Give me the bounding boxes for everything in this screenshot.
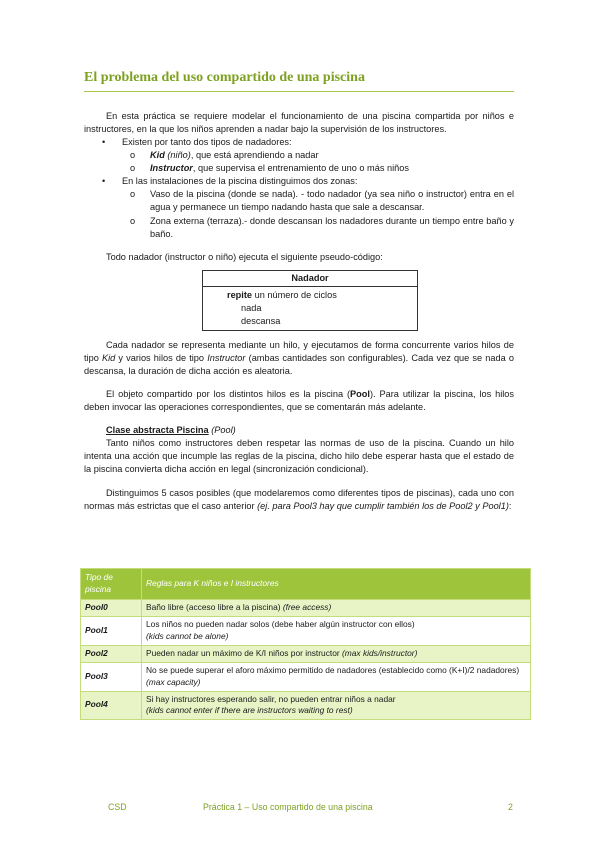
circle-bullet-icon: o (130, 163, 136, 174)
pool-name: Pool4 (81, 691, 142, 720)
shared-object-paragraph: El objeto compartido por los distintos hilos es la piscina (Pool). Para utilizar la piscina, los hilos deben invocar las operaciones correspondientes, que se comentarán más adelante. (84, 389, 515, 413)
cases-paragraph: Distinguimos 5 casos posibles (que modelaremos como diferentes tipos de piscinas), cada uno con normas más estrictas que el caso anterior (ej. para Pool3 hay que cumplir también los de Pool2 y Pool1): (84, 487, 514, 511)
list-item: • Existen por tanto dos tipos de nadadores: (84, 136, 514, 149)
table-header-row (81, 569, 531, 600)
bullet-icon: • (102, 176, 106, 187)
list-item: o Instructor, que supervisa el entrenamiento de uno o más niños (84, 162, 514, 175)
table-row (81, 616, 531, 645)
pool-name: Pool1 (81, 616, 142, 645)
pseudo-code-line: nada (241, 302, 262, 313)
page-number: 2 (508, 802, 513, 812)
abstract-class-paragraph: Tanto niños como instructores deben respetar las normas de uso de la piscina. Cuando un hilo intenta una acción que incumple las reglas de la piscina, dicho hilo debe esperar hasta que el estado de la piscina convierta dicha acción en legal (sincronización condicional). (84, 438, 514, 475)
page-title: El problema del uso compartido de una piscina (84, 68, 514, 92)
list-item: o Zona externa (terraza).- donde descansan los nadadores durante un tiempo entre baño y baño. (130, 215, 514, 239)
abstract-class-heading: Clase abstracta Piscina (Pool) (106, 425, 236, 436)
pool-rule: No se puede superar el aforo máximo permitido de nadadores (establecido como (K+I)/2 nadadores) (max capacity) (142, 662, 531, 691)
pseudo-intro: Todo nadador (instructor o niño) ejecuta el siguiente pseudo-código: (106, 251, 383, 262)
bullet-list (84, 136, 514, 241)
pool-name: Pool0 (81, 600, 142, 617)
pool-rule: Pueden nadar un máximo de K/I niños por instructor (max kids/instructor) (142, 645, 531, 662)
list-item: o Kid (niño), que está aprendiendo a nadar (84, 149, 514, 162)
table-row (81, 600, 531, 617)
table-row (81, 645, 531, 662)
list-item: • En las instalaciones de la piscina distinguimos dos zonas: (84, 175, 514, 188)
table-row (81, 662, 531, 691)
pseudo-code-line: descansa (241, 315, 281, 326)
column-header-rules: Reglas para K niños e I instructores (142, 569, 531, 600)
threads-paragraph: Cada nadador se representa mediante un hilo, y ejecutamos de forma concurrente varios hilos de tipo Kid y varios hilos de tipo Instructor (ambas cantidades son configurables). Cada vez que se nada o descansa, la duración de dicha acción es aleatoria. (84, 339, 514, 377)
pool-name: Pool2 (81, 645, 142, 662)
circle-bullet-icon: o (130, 150, 136, 161)
footer-left: CSD (108, 802, 127, 812)
pseudo-code-line: repite un número de ciclos (227, 289, 337, 300)
bullet-icon: • (102, 137, 106, 148)
footer-center: Práctica 1 – Uso compartido de una piscina (203, 802, 373, 812)
intro-paragraph: En esta práctica se requiere modelar el funcionamiento de una piscina compartida por niños e instructores, en la que los niños aprenden a nadar bajo la supervisión de los instructores. (84, 111, 514, 135)
circle-bullet-icon: o (130, 215, 136, 226)
table-row (81, 691, 531, 720)
pseudo-code-box (202, 270, 418, 331)
pool-rule: Los niños no pueden nadar solos (debe haber algún instructor con ellos) (kids cannot be alone) (142, 616, 531, 645)
pseudo-code-header: Nadador (203, 271, 417, 287)
pool-types-table (80, 568, 531, 720)
circle-bullet-icon: o (130, 189, 136, 200)
pseudo-code-body (203, 287, 417, 330)
pool-name: Pool3 (81, 662, 142, 691)
main-content (84, 110, 514, 513)
list-item: o Vaso de la piscina (donde se nada). - todo nadador (ya sea niño o instructor) entra en el agua y permanece un tiempo nadando hasta que sale a descansar. (130, 189, 514, 213)
pool-rule: Si hay instructores esperando salir, no pueden entrar niños a nadar (kids cannot enter if there are instructors waiting to rest) (142, 691, 531, 720)
pool-rule: Baño libre (acceso libre a la piscina) (free access) (142, 600, 531, 617)
column-header-type: Tipo de piscina (81, 569, 142, 600)
